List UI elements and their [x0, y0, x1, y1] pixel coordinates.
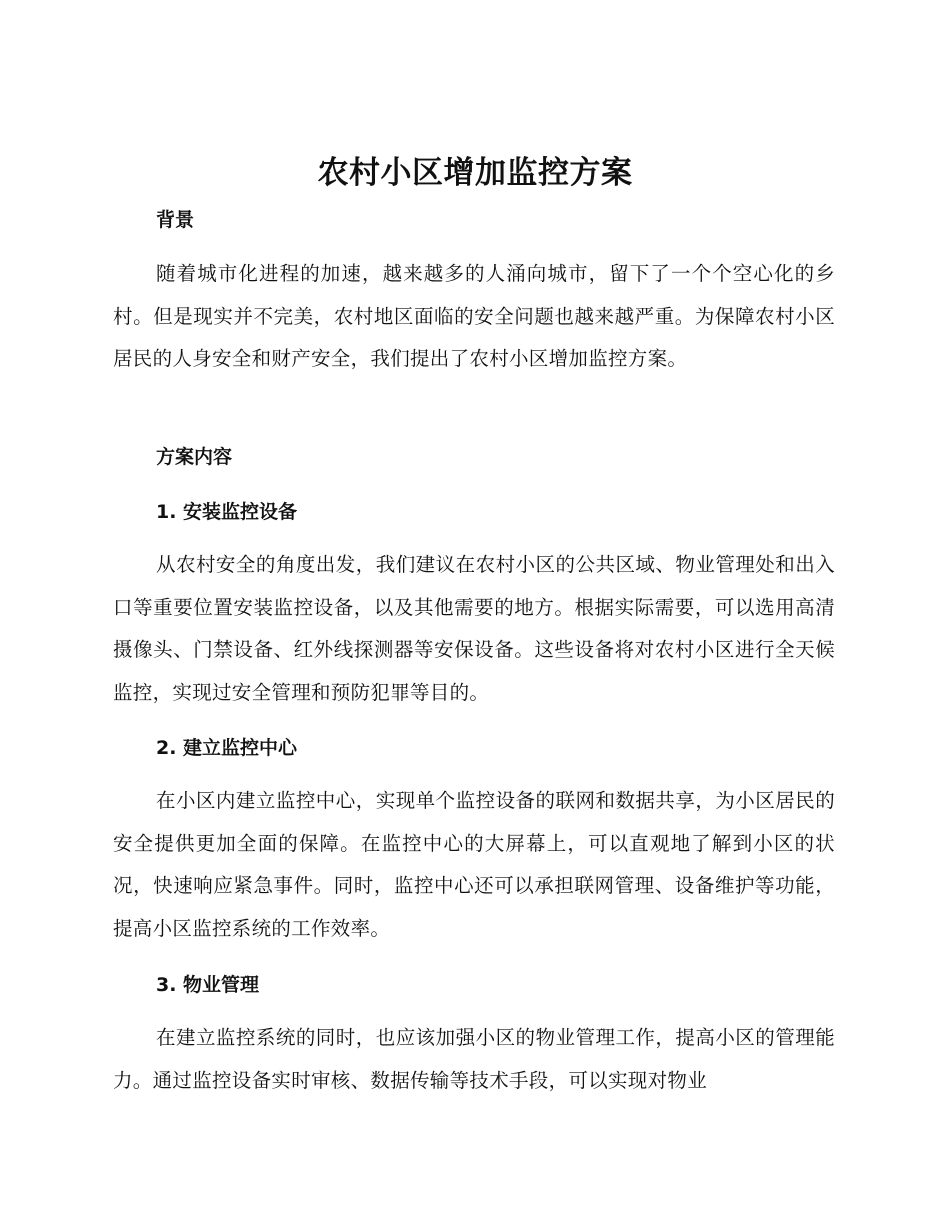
- document-title: 农村小区增加监控方案: [317, 155, 633, 191]
- paragraph-background: 随着城市化进程的加速，越来越多的人涌向城市，留下了一个个空心化的乡村。但是现实并不完美，农村地区面临的安全问题也越来越严重。为保障农村小区居民的人身安全和财产安全，我们提出了农村小区增加监控方案。: [113, 262, 835, 370]
- paragraph-monitoring-center: 在小区内建立监控中心，实现单个监控设备的联网和数据共享，为小区居民的安全提供更加全面的保障。在监控中心的大屏幕上，可以直观地了解到小区的状况，快速响应紧急事件。同时，监控中心还可以承担联网管理、设备维护等功能，提高小区监控系统的工作效率。: [113, 789, 835, 940]
- section-heading-background: 背景: [156, 209, 195, 231]
- section-heading-plan: 方案内容: [156, 446, 233, 468]
- paragraph-property-management: 在建立监控系统的同时，也应该加强小区的物业管理工作，提高小区的管理能力。通过监控设备实时审核、数据传输等技术手段，可以实现对物业: [113, 1026, 835, 1092]
- subheading-install-monitoring: 1. 安装监控设备: [156, 501, 298, 523]
- paragraph-install-monitoring: 从农村安全的角度出发，我们建议在农村小区的公共区域、物业管理处和出入口等重要位置安装监控设备，以及其他需要的地方。根据实际需要，可以选用高清摄像头、门禁设备、红外线探测器等安保设备。这些设备将对农村小区进行全天候监控，实现过安全管理和预防犯罪等目的。: [113, 553, 835, 704]
- subheading-monitoring-center: 2. 建立监控中心: [156, 737, 298, 759]
- subheading-property-management: 3. 物业管理: [156, 974, 260, 996]
